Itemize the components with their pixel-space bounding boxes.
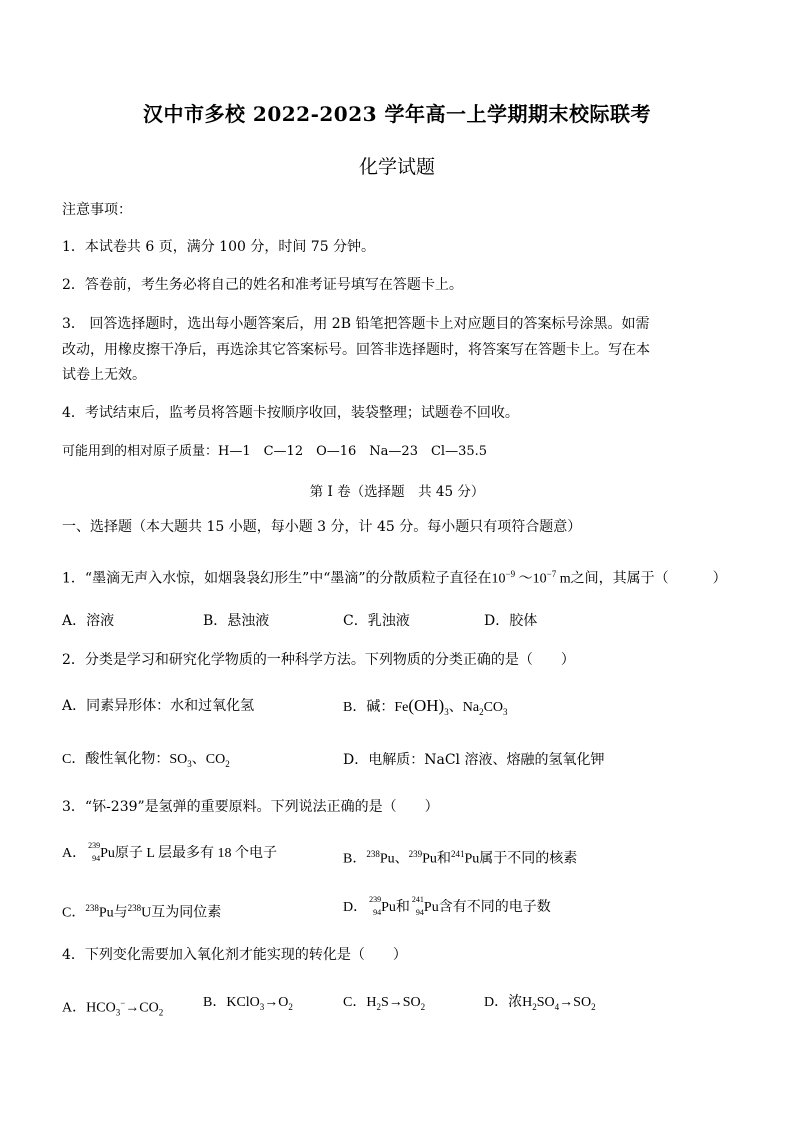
q3-a-text: 原子 L 层最多有 18 个电子 — [114, 846, 277, 862]
q1-unit: m — [556, 571, 571, 587]
q1-close: ） — [712, 570, 727, 587]
q2-option-b — [343, 696, 508, 722]
q4-b-label: B． — [203, 995, 227, 1010]
q4-c-reactant: H — [366, 995, 377, 1010]
q4-d-prefix: 浓 — [508, 995, 523, 1010]
q2-b-sep: 、 — [448, 700, 463, 715]
q4-d-reactant-2-sub: 4 — [554, 1001, 560, 1012]
q3-d-label: D． — [343, 900, 368, 916]
q1-text-b: 之间，其属于（ — [570, 570, 669, 587]
q1-tilde: ～ — [515, 571, 533, 587]
q4-b-product-sub: 2 — [288, 1001, 293, 1012]
q2-b-label: B．碱： — [343, 700, 395, 715]
q4-c-arrow: → — [388, 995, 403, 1010]
q3-a-mass: 239 — [88, 841, 101, 850]
q4-option-b — [203, 993, 293, 1017]
q1-range-a: 10 — [491, 571, 506, 587]
section-heading: 一、选择题（本大题共 15 小题，每小题 3 分，计 45 分。每小题只有项符合题意） — [62, 519, 582, 535]
q3-b-sep: 、 — [394, 851, 409, 867]
q3-d-mass-1: 239 — [369, 895, 382, 904]
q1-exp-b: −7 — [546, 569, 557, 579]
q4-option-d — [484, 993, 596, 1017]
q3-b-text: 属于不同的核素 — [479, 851, 578, 867]
q3-d-and: 和 — [395, 900, 410, 916]
q4-c-product-sub: 2 — [420, 1001, 426, 1012]
q3-option-b — [343, 844, 577, 870]
q3-d-mass-2: 241 — [411, 895, 424, 904]
q4-d-reactant-2: SO — [536, 995, 555, 1010]
q3-d-text: 含有不同的电子数 — [438, 900, 551, 916]
q2-c-label: C．酸性氧化物： — [62, 752, 170, 767]
part1-title: 第 I 卷（选择题 共 45 分） — [309, 484, 485, 500]
q3-option-a — [62, 841, 277, 864]
q3-d-number-1: 94 — [373, 908, 382, 917]
q4-a-label: A． — [62, 1000, 87, 1016]
q4-b-arrow: → — [264, 995, 279, 1010]
q4-d-reactant: H — [522, 995, 533, 1010]
q3-c-element-1: Pu — [98, 905, 114, 921]
notes-item-3b: 改动，用橡皮擦干净后，再选涂其它答案标号。回答非选择题时，将答案写在答题卡上。写在本 — [62, 342, 650, 358]
notes-item-3a: 3． 回答选择题时，选出每小题答案后，用 2B 铅笔把答题卡上对应题目的答案标号涂黑。如需 — [62, 316, 650, 332]
q3-a-element: Pu — [100, 846, 115, 862]
q3-b-mass-2: 239 — [408, 849, 423, 859]
q3-option-d — [343, 895, 551, 918]
q4-d-product: SO — [573, 995, 592, 1010]
q2-b-formula-1: Fe — [394, 700, 409, 715]
q3-b-label: B． — [343, 851, 367, 867]
q4-b-reactant-sub: 3 — [259, 1001, 265, 1012]
q3-b-mass-3: 241 — [450, 849, 465, 859]
q4-a-product-sub: 2 — [158, 1007, 164, 1018]
q4-a-arrow: → — [125, 1000, 140, 1016]
q2-c-formula-2: CO — [205, 752, 226, 767]
question-3-stem: 3．“钚-239”是氢弹的重要原料。下列说法正确的是（ ） — [62, 799, 439, 815]
q4-d-arrow: → — [559, 995, 574, 1010]
q4-a-reactant-sub: 3 — [115, 1007, 121, 1018]
q1-exp-a: −9 — [505, 569, 516, 579]
q4-b-reactant: KClO — [226, 995, 260, 1010]
page-title: 汉中市多校 2022-2023 学年高一上学期期末校际联考 — [142, 102, 652, 126]
q3-d-number-2: 94 — [415, 908, 424, 917]
q3-c-with: 与 — [113, 905, 128, 921]
q4-a-reactant: HCO — [86, 1000, 116, 1016]
q3-c-mass-1: 238 — [85, 903, 99, 913]
q2-b-formula-2: Na — [462, 700, 480, 715]
q4-d-product-sub: 2 — [591, 1001, 596, 1012]
q2-b-formula-2c-sub: 3 — [503, 706, 508, 717]
q4-c-reactant-sub: 2 — [376, 1001, 381, 1012]
q2-c-formula-1-sub: 3 — [187, 758, 192, 769]
q3-a-label: A． — [62, 846, 87, 862]
q4-c-reactant-2: S — [380, 995, 389, 1010]
q3-d-nuclide-2 — [410, 895, 424, 918]
q4-c-label: C． — [343, 995, 367, 1010]
q3-d-element-2: Pu — [423, 900, 439, 916]
q1-option-b: B．悬浊液 — [203, 613, 270, 629]
notes-item-3c: 试卷上无效。 — [62, 367, 146, 383]
notes-item-1: 1．本试卷共 6 页，满分 100 分，时间 75 分钟。 — [62, 239, 376, 255]
q1-option-a: A．溶液 — [62, 613, 115, 629]
q2-b-formula-1b: (OH) — [408, 696, 445, 715]
q2-option-a: A．同素异形体：水和过氧化氢 — [62, 698, 255, 714]
notes-item-2: 2．答卷前，考生务必将自己的姓名和准考证号填写在答题卡上。 — [62, 277, 463, 293]
q2-c-formula-1: SO — [169, 752, 188, 767]
q1-option-c: C．乳浊液 — [343, 613, 410, 629]
q2-c-formula-2-sub: 2 — [225, 758, 230, 769]
q3-b-element-3: Pu — [464, 851, 480, 867]
notes-heading: 注意事项： — [62, 202, 132, 218]
atomic-mass-line: 可能用到的相对原子质量：H—1 C—12 O—16 Na—23 Cl—35.5 — [62, 444, 488, 459]
q3-c-element-2: U — [141, 905, 152, 921]
q3-a-number: 94 — [92, 854, 101, 863]
question-2-stem: 2．分类是学习和研究化学物质的一种科学方法。下列物质的分类正确的是（ ） — [62, 652, 575, 668]
q2-b-formula-2c: CO — [483, 700, 504, 715]
q3-d-element-1: Pu — [381, 900, 396, 916]
q1-range-b: 10 — [532, 571, 547, 587]
q4-d-label: D． — [484, 995, 509, 1010]
q3-option-c — [62, 898, 221, 924]
q4-d-reactant-sub: 2 — [532, 1001, 537, 1012]
q3-b-mass-1: 238 — [366, 849, 380, 859]
q3-b-element-1: Pu — [379, 851, 395, 867]
q4-a-reactant-charge: − — [120, 998, 126, 1008]
question-1-stem — [62, 564, 727, 590]
q4-b-product: O — [278, 995, 289, 1010]
q4-option-a — [62, 993, 163, 1022]
q2-b-formula-2-sub: 2 — [479, 706, 484, 717]
q4-option-c — [343, 993, 425, 1017]
q3-b-and: 和 — [436, 851, 451, 867]
q2-c-sep: 、 — [191, 752, 206, 767]
notes-item-4: 4．考试结束后，监考员将答题卡按顺序收回，装袋整理；试题卷不回收。 — [62, 405, 519, 421]
q3-b-element-2: Pu — [422, 851, 437, 867]
q3-c-text: 互为同位素 — [151, 905, 222, 921]
q1-option-d: D．胶体 — [484, 613, 538, 629]
q4-c-product: SO — [402, 995, 421, 1010]
q1-text-a: 1．“墨滴无声入水惊，如烟袅袅幻形生”中“墨滴”的分散质粒子直径在 — [62, 570, 492, 587]
question-4-stem: 4．下列变化需要加入氧化剂才能实现的转化是（ ） — [62, 947, 407, 963]
q4-a-product: CO — [139, 1000, 159, 1016]
q2-option-c — [62, 750, 230, 774]
q3-c-mass-2: 238 — [127, 903, 142, 913]
q2-b-formula-1-sub: 3 — [444, 706, 449, 717]
q3-a-nuclide — [86, 841, 101, 864]
q3-d-nuclide-1 — [367, 895, 382, 918]
q3-c-label: C． — [62, 905, 86, 921]
q2-option-d: D．电解质：NaCl 溶液、熔融的氢氧化钾 — [343, 752, 605, 768]
page-subtitle: 化学试题 — [358, 156, 435, 178]
